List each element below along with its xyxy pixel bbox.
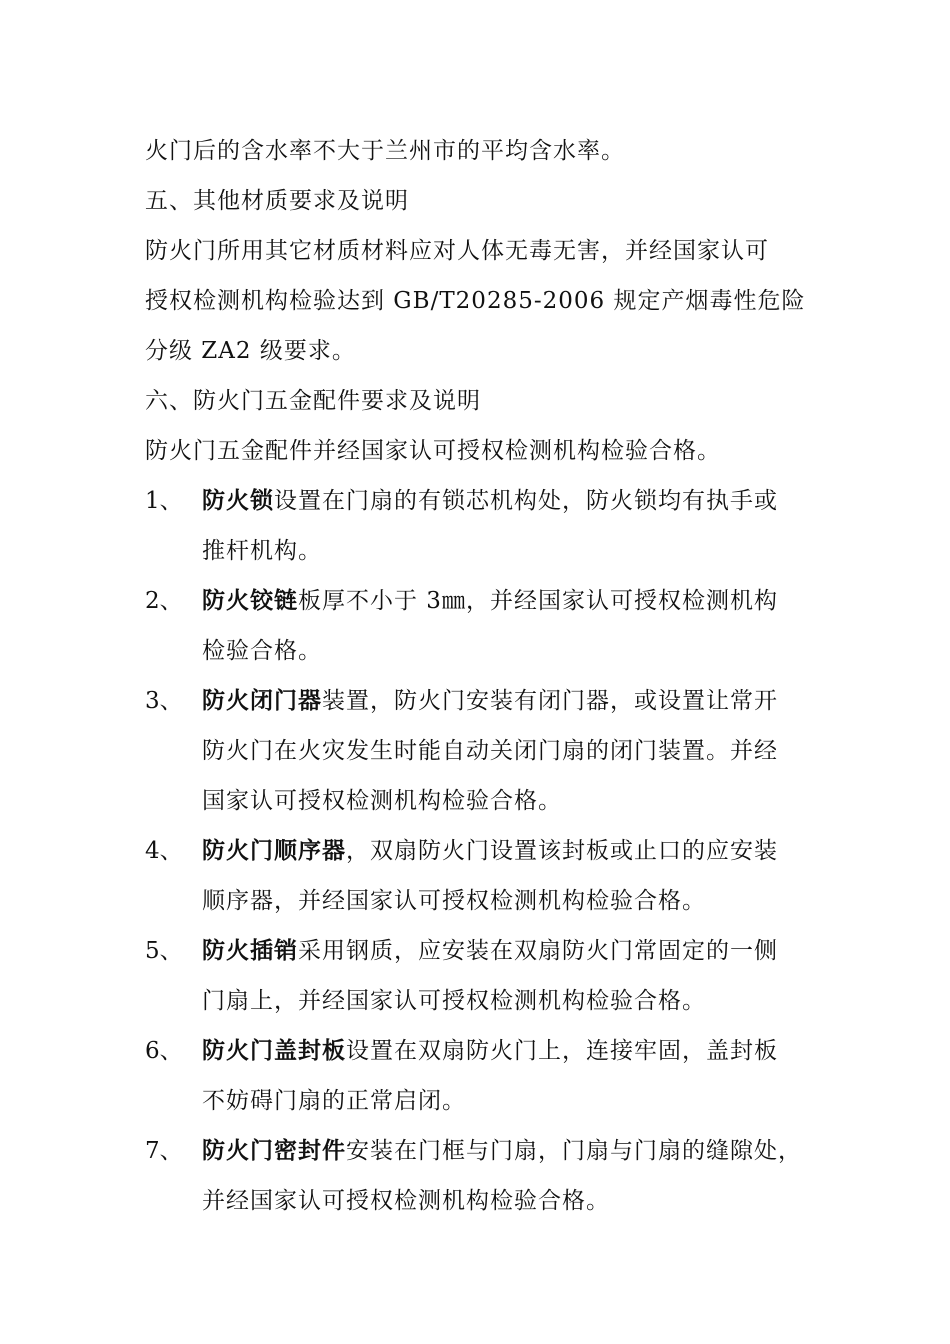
list-item-term: 防火门密封件	[202, 1137, 346, 1164]
list-item-term: 防火门盖封板	[202, 1037, 346, 1064]
list-item-term: 防火铰链	[202, 587, 298, 614]
list-item-line	[202, 576, 822, 626]
paragraph-line: 分级 ZA2 级要求。	[145, 338, 356, 364]
list-item-number: 3、	[145, 688, 183, 714]
paragraph-continuation: 火门后的含水率不大于兰州市的平均含水率。	[145, 138, 625, 164]
list-item-body	[202, 926, 822, 1026]
list-item-term: 防火闭门器	[202, 687, 322, 714]
list-item-line: 国家认可授权检测机构检验合格。	[202, 788, 562, 814]
paragraph-line: 防火门所用其它材质材料应对人体无毒无害，并经国家认可	[145, 238, 769, 264]
list-item-term: 防火插销	[202, 937, 298, 964]
list-item-text: 采用钢质，应安装在双扇防火门常固定的一侧	[298, 938, 778, 964]
paragraph-line: 授权检测机构检验达到 GB/T20285-2006 规定产烟毒性危险	[145, 288, 806, 314]
list-item-line	[202, 826, 822, 876]
list-item-line	[202, 676, 822, 726]
list-item-body	[202, 576, 822, 676]
list-item-number: 2、	[145, 588, 183, 614]
list-item-body	[202, 1126, 822, 1226]
paragraph-line: 防火门五金配件并经国家认可授权检测机构检验合格。	[145, 438, 721, 464]
list-item-body	[202, 676, 822, 826]
list-item-term: 防火锁	[202, 487, 274, 514]
list-item-line: 防火门在火灾发生时能自动关闭门扇的闭门装置。并经	[202, 738, 778, 764]
list-item-line: 顺序器，并经国家认可授权检测机构检验合格。	[202, 888, 706, 914]
list-item-line: 不妨碍门扇的正常启闭。	[202, 1088, 466, 1114]
list-item-number: 6、	[145, 1038, 183, 1064]
list-item-line	[202, 926, 822, 976]
list-item-body	[202, 826, 822, 926]
list-item-text: 装置，防火门安装有闭门器，或设置让常开	[322, 688, 778, 714]
list-item-number: 4、	[145, 838, 183, 864]
list-item-line: 检验合格。	[202, 638, 322, 664]
list-item-number: 7、	[145, 1138, 183, 1164]
list-item-line	[202, 1126, 822, 1176]
list-item-body	[202, 476, 822, 576]
list-item-line	[202, 1026, 822, 1076]
section-heading-other-materials: 五、其他材质要求及说明	[145, 188, 409, 214]
list-item-number: 1、	[145, 488, 183, 514]
list-item-text: 设置在门扇的有锁芯机构处，防火锁均有执手或	[274, 488, 778, 514]
list-item-line: 推杆机构。	[202, 538, 322, 564]
list-item-number: 5、	[145, 938, 183, 964]
list-item-body	[202, 1026, 822, 1126]
section-heading-hardware: 六、防火门五金配件要求及说明	[145, 388, 481, 414]
list-item-text: 安装在门框与门扇，门扇与门扇的缝隙处，	[346, 1138, 802, 1164]
list-item-text: 设置在双扇防火门上，连接牢固，盖封板	[346, 1038, 778, 1064]
list-item-term: 防火门顺序器	[202, 837, 346, 864]
list-item-text: ，双扇防火门设置该封板或止口的应安装	[346, 838, 778, 864]
list-item-line: 并经国家认可授权检测机构检验合格。	[202, 1188, 610, 1214]
list-item-line	[202, 476, 822, 526]
list-item-line: 门扇上，并经国家认可授权检测机构检验合格。	[202, 988, 706, 1014]
list-item-text: 板厚不小于 3㎜，并经国家认可授权检测机构	[298, 588, 778, 614]
